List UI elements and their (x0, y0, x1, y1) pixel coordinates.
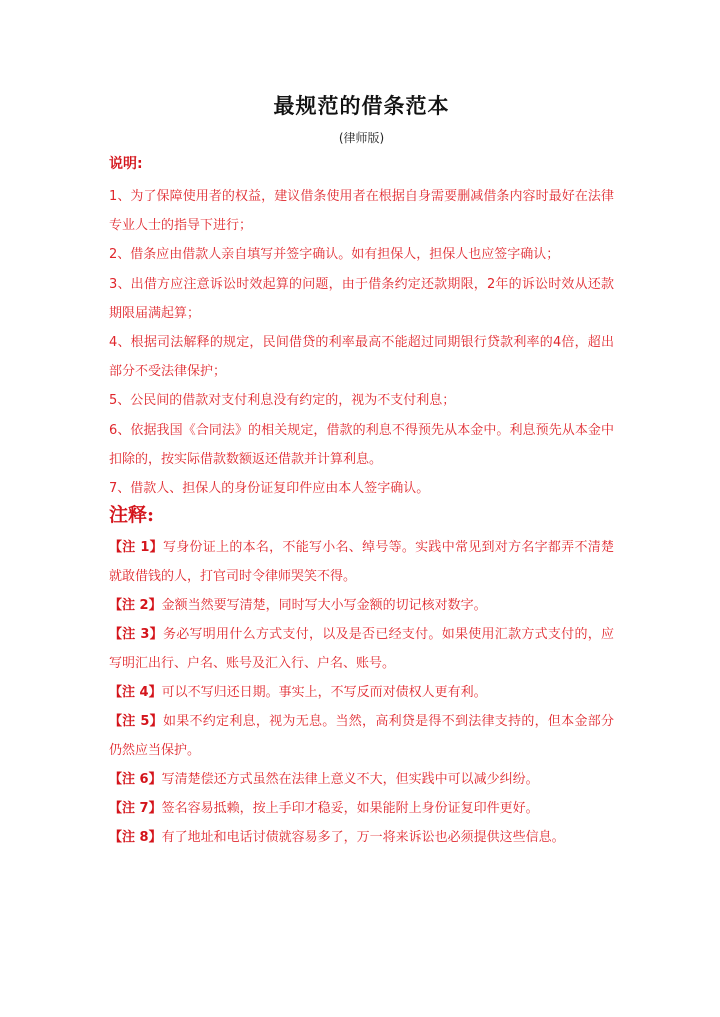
notes-heading: 注释: (109, 504, 155, 526)
note-text: 可以不写归还日期。事实上，不写反而对债权人更有利。 (161, 685, 487, 700)
instruction-item: 3、出借方应注意诉讼时效起算的问题，由于借条约定还款期限，2年的诉讼时效从还款期限届满起算； (109, 276, 614, 321)
note-item (109, 620, 614, 678)
instruction-item: 2、借条应由借款人亲自填写并签字确认。如有担保人，担保人也应签字确认； (109, 247, 560, 263)
note-item (109, 765, 614, 794)
note-item (109, 591, 614, 620)
note-item (109, 678, 614, 707)
note-tag: 【注 4】 (109, 685, 162, 700)
note-tag: 【注 2】 (109, 598, 162, 613)
notes-list (109, 533, 614, 852)
instruction-item: 5、公民间的借款对支付利息没有约定的，视为不支付利息； (109, 393, 456, 409)
document-title: 最规范的借条范本 (273, 93, 450, 118)
note-text: 写清楚偿还方式虽然在法律上意义不大，但实践中可以减少纠纷。 (161, 772, 539, 787)
instruction-item: 1、为了保障使用者的权益，建议借条使用者在根据自身需要删减借条内容时最好在法律专业人士的指导下进行； (109, 189, 614, 234)
instruction-item: 4、根据司法解释的规定，民间借贷的利率最高不能超过同期银行贷款利率的4倍，超出部分不受法律保护； (109, 335, 614, 380)
note-tag: 【注 6】 (109, 772, 162, 787)
instruction-item: 6、依据我国《合同法》的相关规定，借款的利息不得预先从本金中。利息预先从本金中扣除的，按实际借款数额返还借款并计算利息。 (109, 422, 614, 467)
note-tag: 【注 8】 (109, 830, 162, 845)
note-text: 有了地址和电话讨债就容易多了，万一将来诉讼也必须提供这些信息。 (161, 830, 565, 845)
note-tag: 【注 1】 (109, 540, 163, 555)
note-tag: 【注 7】 (109, 801, 162, 816)
note-item (109, 707, 614, 765)
note-tag: 【注 3】 (109, 627, 163, 642)
note-text: 务必写明用什么方式支付，以及是否已经支付。如果使用汇款方式支付的，应写明汇出行、户名、账号及汇入行、户名、账号。 (109, 627, 614, 671)
instructions-heading: 说明: (109, 156, 143, 172)
note-text: 如果不约定利息，视为无息。当然，高利贷是得不到法律支持的，但本金部分仍然应当保护。 (109, 714, 614, 758)
note-text: 金额当然要写清楚，同时写大小写金额的切记核对数字。 (161, 598, 487, 613)
note-item (109, 823, 614, 852)
instructions-list (109, 182, 614, 503)
document-subtitle: (律师版) (338, 131, 385, 145)
note-text: 签名容易抵赖，按上手印才稳妥，如果能附上身份证复印件更好。 (161, 801, 539, 816)
note-item (109, 794, 614, 823)
note-item (109, 533, 614, 591)
note-tag: 【注 5】 (109, 714, 163, 729)
instruction-item: 7、借款人、担保人的身份证复印件应由本人签字确认。 (109, 481, 430, 497)
note-text: 写身份证上的本名，不能写小名、绰号等。实践中常见到对方名字都弄不清楚就敢借钱的人，打官司时令律师哭笑不得。 (109, 540, 614, 584)
